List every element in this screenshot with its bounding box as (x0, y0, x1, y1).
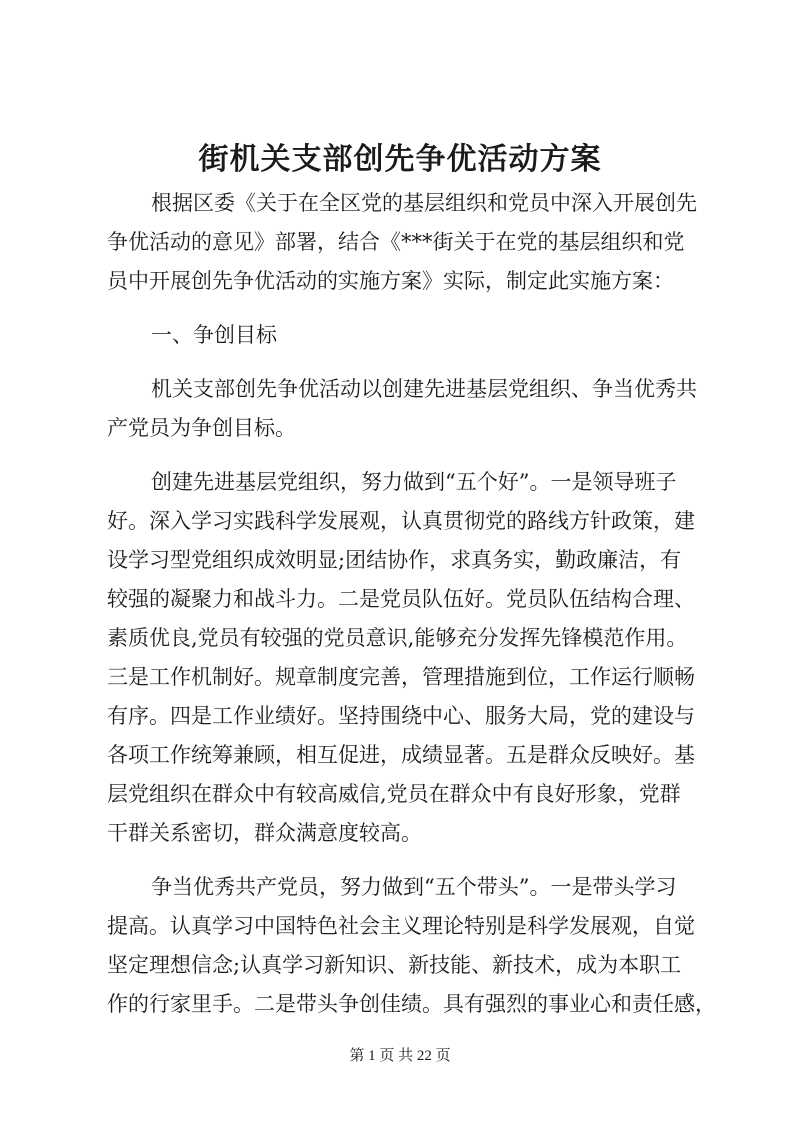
text-line: 有序。四是工作业绩好。坚持围绕中心、服务大局，党的建设与 (107, 704, 695, 728)
paragraph (107, 868, 716, 1024)
text-line: 三是工作机制好。规章制度完善，管理措施到位，工作运行顺畅 (107, 665, 695, 689)
document-body (107, 184, 716, 1024)
paragraph (107, 184, 707, 301)
page-number: 第 1 页 共 22 页 (349, 1048, 451, 1064)
text-line: 各项工作统筹兼顾，相互促进，成绩显著。五是群众反映好。基 (107, 743, 695, 767)
text-line: 层党组织在群众中有较高威信,党员在群众中有良好形象，党群 (107, 782, 681, 806)
text-line: 员中开展创先争优活动的实施方案》实际，制定此实施方案： (107, 269, 674, 293)
paragraph (107, 463, 707, 853)
text-line: 提高。认真学习中国特色社会主义理论特别是科学发展观，自觉 (107, 914, 695, 938)
text-line: 素质优良,党员有较强的党员意识,能够充分发挥先锋模范作用。 (107, 626, 688, 650)
text-line: 争优活动的意见》部署，结合《***街关于在党的基层组织和党 (107, 230, 685, 254)
text-line: 产党员为争创目标。 (107, 416, 296, 440)
text-line: 较强的凝聚力和战斗力。二是党员队伍好。党员队伍结构合理、 (107, 587, 695, 611)
text-line: 争当优秀共产党员，努力做到“五个带头”。一是带头学习 (151, 875, 677, 899)
text-line: 设学习型党组织成效明显;团结协作，求真务实，勤政廉洁，有 (107, 548, 682, 572)
text-line: 作的行家里手。二是带头争创佳绩。具有强烈的事业心和责任感， (107, 992, 716, 1016)
text-line: 一、争创目标 (151, 323, 277, 347)
text-line: 干群关系密切，群众满意度较高。 (107, 821, 422, 845)
text-line: 坚定理想信念;认真学习新知识、新技能、新技术，成为本职工 (107, 953, 682, 977)
section-heading (107, 316, 707, 355)
page-title: 街机关支部创先争优活动方案 (198, 142, 602, 177)
text-line: 创建先进基层党组织，努力做到“五个好”。一是领导班子 (151, 470, 677, 494)
text-line: 机关支部创先争优活动以创建先进基层党组织、争当优秀共 (151, 377, 697, 401)
text-line: 好。深入学习实践科学发展观，认真贯彻党的路线方针政策，建 (107, 509, 695, 533)
paragraph (107, 370, 707, 448)
text-line: 根据区委《关于在全区党的基层组织和党员中深入开展创先 (151, 191, 697, 215)
